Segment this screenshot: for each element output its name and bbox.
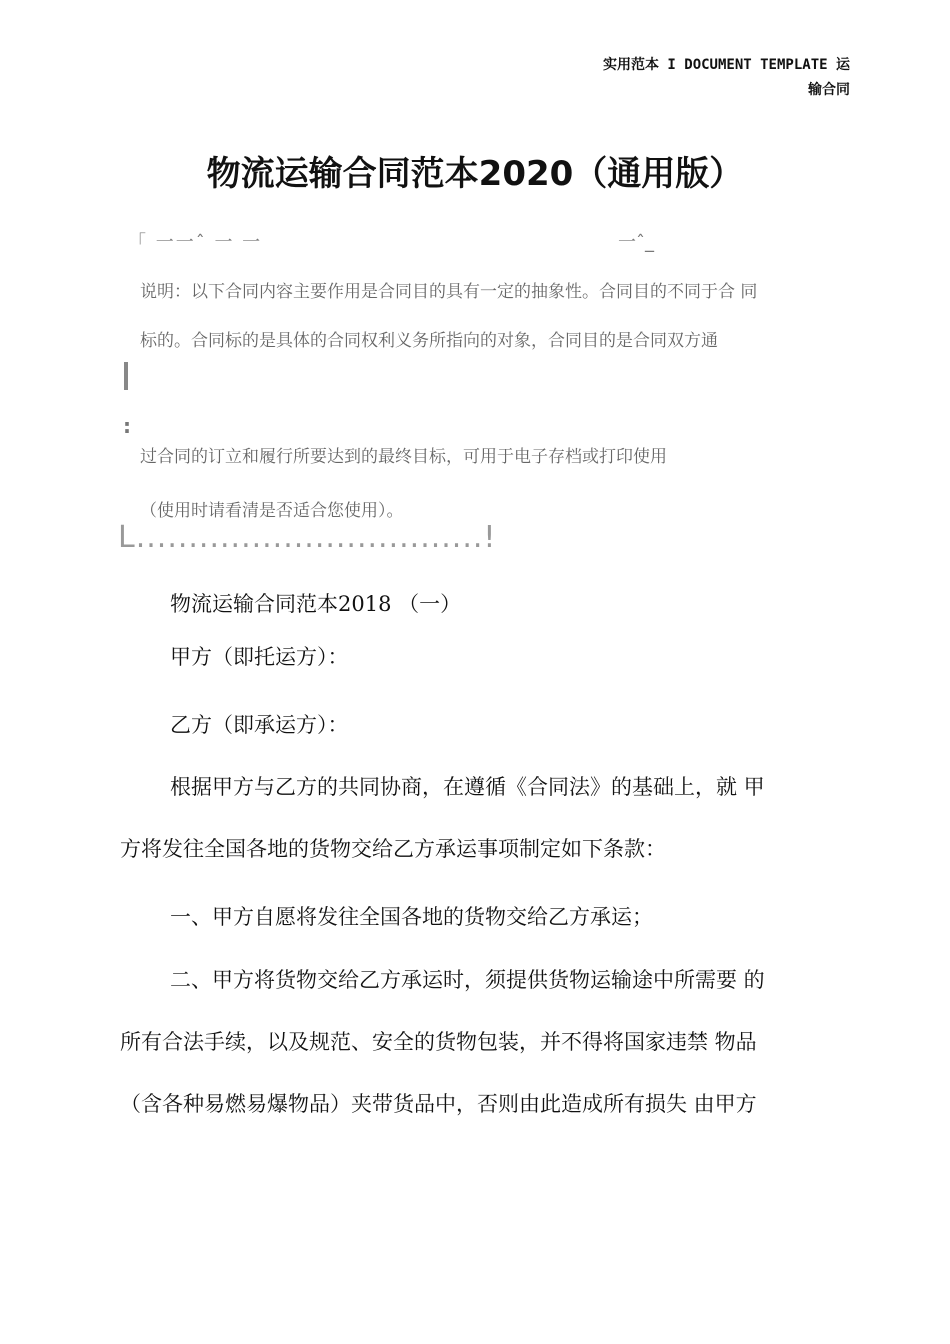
header-label-line2: 输合同 <box>808 82 850 98</box>
frame-top-right-mark: 一ˆ_ <box>618 232 654 253</box>
frame-top-left-mark: 「 一一ˆ 一 一 <box>128 232 263 253</box>
clause-2-line-2: 所有合法手续，以及规范、安全的货物包装，并不得将国家违禁 物品 <box>120 1030 757 1054</box>
paragraph-1-line-1: 根据甲方与乙方的共同协商，在遵循《合同法》的基础上，就 甲 <box>170 775 765 799</box>
header-label-line1: 实用范本 I DOCUMENT TEMPLATE 运 <box>602 57 850 73</box>
note-line-3: 过合同的订立和履行所要达到的最终目标，可用于电子存档或打印使用 <box>140 447 667 467</box>
note-line-4: （使用时请看清是否适合您使用）。 <box>140 501 404 521</box>
paragraph-1-line-2: 方将发往全国各地的货物交给乙方承运事项制定如下条款： <box>120 837 666 861</box>
frame-bottom-dotted-line: L.................................! <box>118 520 497 555</box>
contract-subtitle: 物流运输合同范本2018 （一） <box>170 592 462 616</box>
frame-left-bar <box>124 362 128 390</box>
note-line-1: 说明：以下合同内容主要作用是合同目的具有一定的抽象性。合同目的不同于合 同 <box>140 282 758 302</box>
clause-2-line-1: 二、甲方将货物交给乙方承运时，须提供货物运输途中所需要 的 <box>170 968 765 992</box>
clause-1: 一、甲方自愿将发往全国各地的货物交给乙方承运； <box>170 905 653 929</box>
party-b-line: 乙方（即承运方）： <box>170 713 349 737</box>
note-line-2: 标的。合同标的是具体的合同权利义务所指向的对象，合同目的是合同双方通 <box>140 331 718 351</box>
frame-left-colon: : <box>123 414 131 438</box>
document-title: 物流运输合同范本2020（通用版） <box>206 154 744 194</box>
clause-2-line-3: （含各种易燃易爆物品）夹带货品中，否则由此造成所有损失 由甲方 <box>120 1092 757 1116</box>
party-a-line: 甲方（即托运方）： <box>170 645 349 669</box>
